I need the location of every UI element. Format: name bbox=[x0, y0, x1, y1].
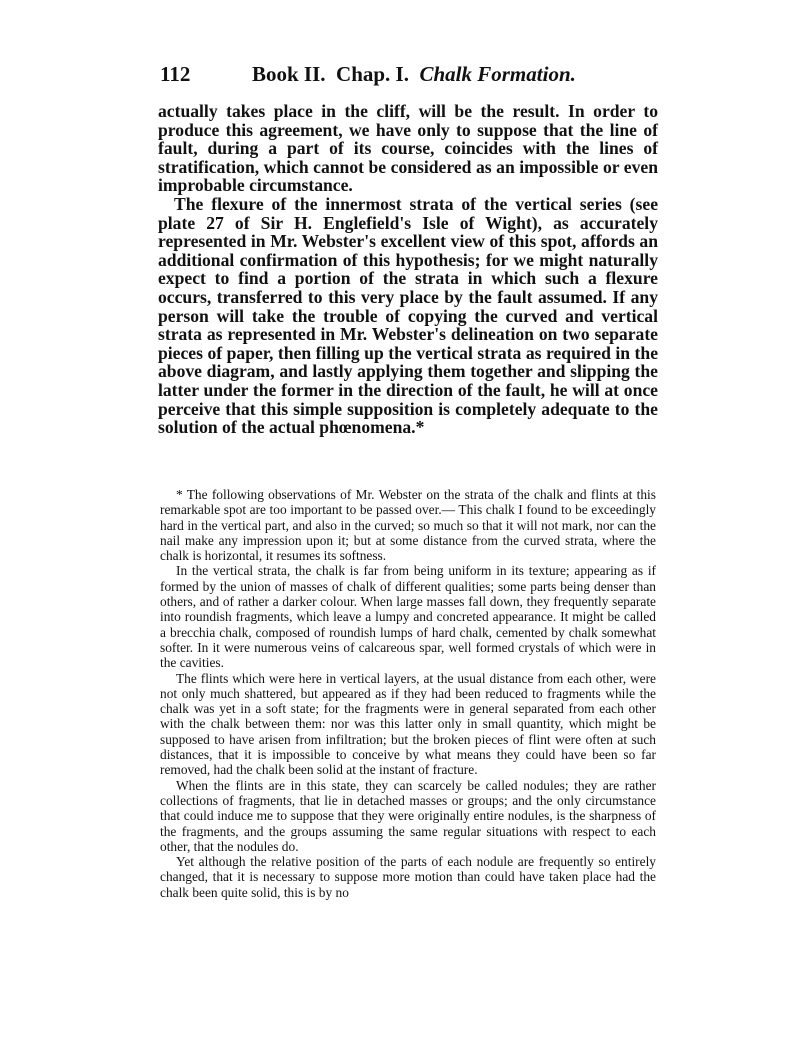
section-title: Chalk Formation. bbox=[419, 62, 576, 86]
main-paragraph-1: actually takes place in the cliff, will be the result. In order to produce this agreement, we have only to suppose that the line of fault, during a part of its course, coincides with the lines of stratification, which cannot be considered as an impossible or even improbable circumstance. bbox=[158, 101, 658, 196]
footnote-paragraph-4: When the flints are in this state, they can scarcely be called nodules; they are rather collections of fragments, that lie in detached masses or groups; and the only circumstance that could induce me to suppose that they were originally entire nodules, is the sharpness of the fragments, and the groups assuming the same regular situations with respect to each other, that the nodules do. bbox=[160, 777, 656, 854]
footnote-paragraph-2: In the vertical strata, the chalk is far from being uniform in its texture; appearing as if formed by the union of masses of chalk of different qualities; some parts being denser than others, and of rather a darker colour. When large masses fall down, they frequently separate into roundish fragments, which leave a lumpy and concreted appearance. It might be called a brecchia chalk, composed of roundish lumps of hard chalk, cemented by chalk somewhat softer. In it were numerous veins of calcareous spar, well formed crystals of which were in the cavities. bbox=[160, 563, 656, 671]
main-paragraph-2: The flexure of the innermost strata of the vertical series (see plate 27 of Sir H. Englefield's Isle of Wight), as accurately represented in Mr. Webster's excellent view of this spot, affords an additional confirmation of this hypothesis; for we might naturally expect to find a portion of the strata in which such a flexure occurs, transferred to this very place by the fault assumed. If any person will take the trouble of copying the curved and vertical strata as represented in Mr. Webster's delineation on two separate pieces of paper, then filling up the vertical strata as required in the above diagram, and lastly applying them together and slipping the latter under the former in the direction of the fault, he will at once perceive that this simple supposition is completely adequate to the solution of the actual phœnomena.* bbox=[158, 193, 658, 438]
footnote-paragraph-3: The flints which were here in vertical layers, at the usual distance from each other, were not only much shattered, but appeared as if they had been reduced to fragments while the chalk was yet in a soft state; for the fragments were in general separated from each other with the chalk between them: nor was this latter only in small quantity, which might be supposed to have arisen from infiltration; but the broken pieces of flint were often at such distances, that it is impossible to conceive by what means they could have been so far removed, had the chalk been solid at the instant of fracture. bbox=[160, 670, 656, 778]
footnote-paragraph-5: Yet although the relative position of the parts of each nodule are frequently so entirely changed, that it is necessary to suppose more motion than could have taken place had the chalk been quite solid, this is by no bbox=[160, 854, 656, 900]
book-label: Book II. bbox=[252, 62, 326, 86]
footnote bbox=[160, 487, 656, 900]
chapter-label: Chap. I. bbox=[336, 62, 409, 86]
running-header bbox=[160, 62, 660, 87]
page-number: 112 bbox=[160, 62, 191, 86]
main-text bbox=[158, 102, 658, 437]
footnote-paragraph-1: * The following observations of Mr. Webster on the strata of the chalk and flints at this remarkable spot are too important to be passed over.— This chalk I found to be exceedingly hard in the vertical part, and also in the curved; so much so that it will not mark, nor can the nail make any impression upon it; but at some distance from the curved strata, where the chalk is horizontal, it resumes its softness. bbox=[160, 487, 656, 564]
